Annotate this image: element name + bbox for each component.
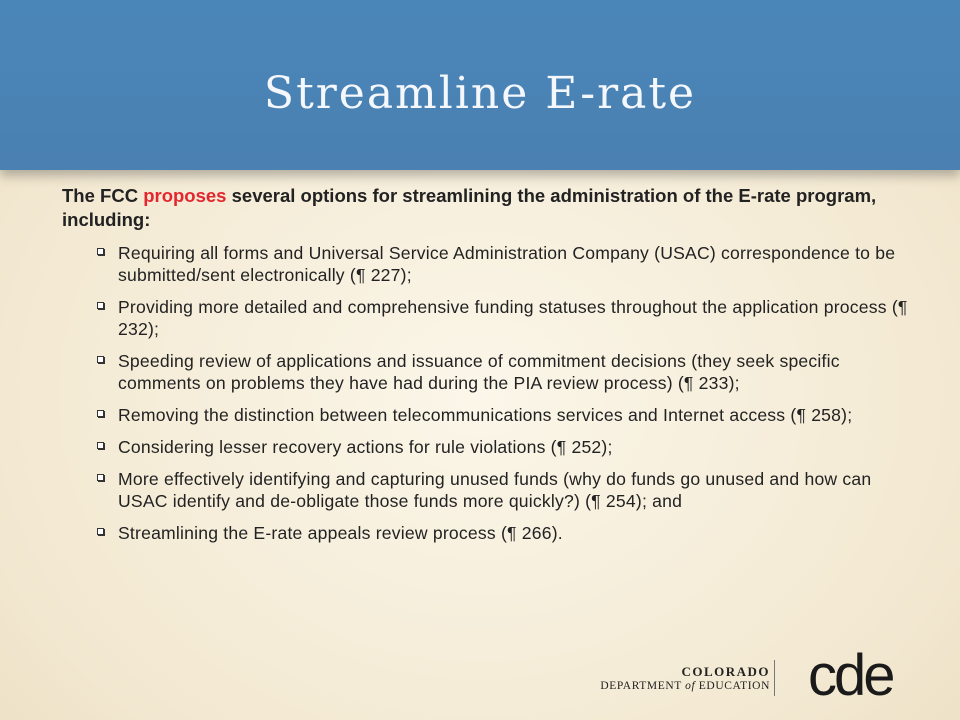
list-item bbox=[96, 436, 912, 458]
logo-dept-end: EDUCATION bbox=[695, 680, 770, 692]
square-bullet-icon bbox=[96, 409, 105, 418]
cde-logo bbox=[600, 643, 930, 708]
square-bullet-icon bbox=[96, 301, 105, 310]
square-bullet-icon bbox=[96, 473, 105, 482]
logo-dept-start: DEPARTMENT bbox=[600, 680, 686, 692]
list-item-text: Speeding review of applications and issuance of commitment decisions (they seek specific comments on problems they have had during the PIA review process) (¶ 233); bbox=[118, 351, 840, 393]
logo-dept-of: of bbox=[685, 680, 696, 692]
options-list bbox=[62, 242, 912, 544]
lead-text-end: several options for streamlining the administration of the E-rate program, including: bbox=[62, 185, 877, 230]
list-item bbox=[96, 296, 912, 340]
list-item-text: More effectively identifying and capturing unused funds (why do funds go unused and how can USAC identify and de-obligate those funds more quickly?) (¶ 254); and bbox=[118, 469, 872, 511]
list-item bbox=[96, 468, 912, 512]
list-item bbox=[96, 522, 912, 544]
list-item bbox=[96, 350, 912, 394]
logo-state: COLORADO bbox=[681, 664, 770, 679]
list-item-text: Removing the distinction between telecommunications services and Internet access (¶ 258); bbox=[118, 405, 853, 425]
list-item-text: Requiring all forms and Universal Service Administration Company (USAC) correspondence to be submitted/sent electronically (¶ 227); bbox=[118, 243, 896, 285]
list-item-text: Providing more detailed and comprehensive funding statuses throughout the application process (¶ 232); bbox=[118, 297, 908, 339]
square-bullet-icon bbox=[96, 355, 105, 364]
square-bullet-icon bbox=[96, 527, 105, 536]
logo-mark: cde bbox=[808, 643, 893, 708]
logo-divider bbox=[774, 660, 775, 696]
slide-content bbox=[62, 184, 912, 554]
title-banner bbox=[0, 0, 960, 170]
slide-title: Streamline E-rate bbox=[263, 68, 697, 119]
lead-text-start: The FCC bbox=[62, 185, 144, 206]
lead-highlight: proposes bbox=[143, 185, 227, 206]
list-item bbox=[96, 242, 912, 286]
list-item-text: Considering lesser recovery actions for rule violations (¶ 252); bbox=[118, 437, 613, 457]
square-bullet-icon bbox=[96, 441, 105, 450]
logo-department bbox=[600, 680, 770, 692]
lead-paragraph bbox=[62, 184, 912, 232]
square-bullet-icon bbox=[96, 247, 105, 256]
list-item-text: Streamlining the E-rate appeals review process (¶ 266). bbox=[118, 523, 563, 543]
list-item bbox=[96, 404, 912, 426]
